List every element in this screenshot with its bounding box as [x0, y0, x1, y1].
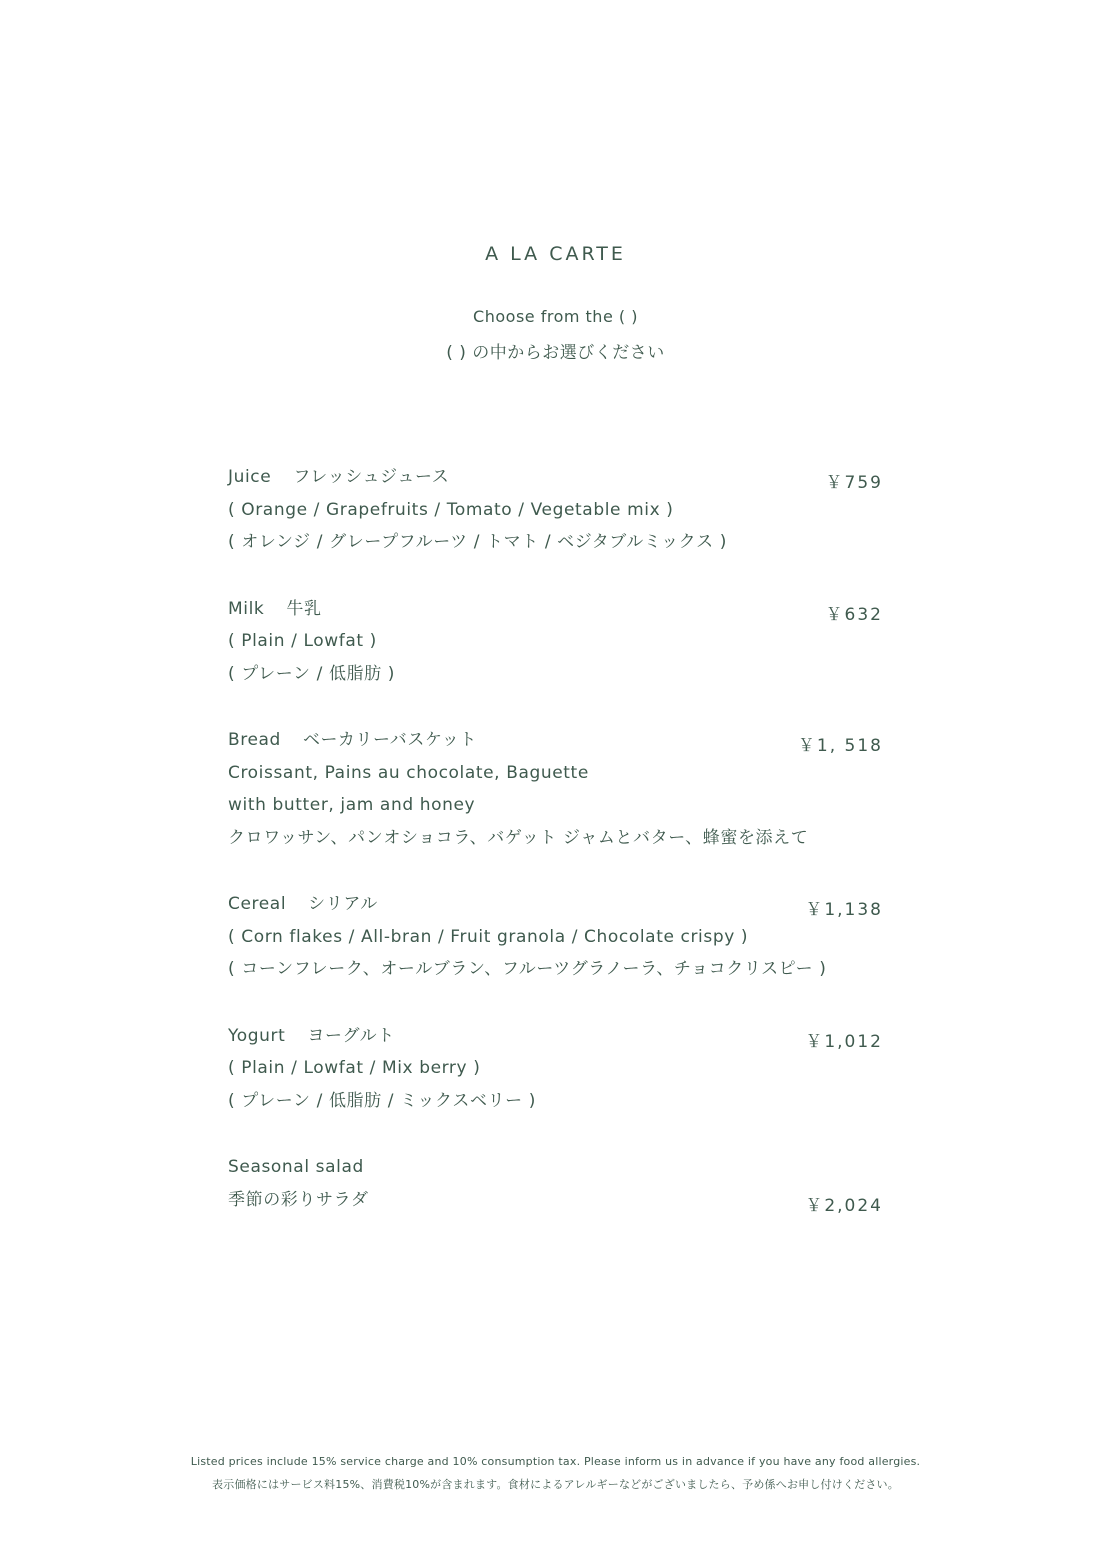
item-detail: ( オレンジ / グレープフルーツ / トマト / ベジタブルミックス )	[228, 532, 727, 552]
item-name-english: Juice	[228, 467, 272, 487]
menu-list	[228, 465, 883, 1254]
item-name-japanese: ベーカリーバスケット	[302, 730, 477, 750]
menu-item-cereal	[228, 892, 883, 990]
item-name-japanese: ヨーグルト	[307, 1025, 395, 1046]
item-name-japanese: シリアル	[308, 894, 378, 914]
item-detail: 季節の彩りサラダ	[228, 1189, 369, 1210]
item-name-line	[228, 465, 883, 498]
item-name-line	[228, 597, 883, 630]
subtitle-english: Choose from the ( )	[473, 307, 638, 326]
item-name-japanese: フレッシュジュース	[293, 467, 450, 487]
menu-title: A LA CARTE	[485, 243, 626, 265]
item-detail: ( Orange / Grapefruits / Tomato / Vegetable mix )	[228, 499, 674, 520]
item-detail: ( プレーン / 低脂肪 )	[228, 663, 395, 684]
menu-item-bread	[228, 728, 883, 858]
item-name-line	[228, 728, 883, 761]
footer-note-japanese: 表示価格にはサービス料15%、消費税10%が含まれます。食材によるアレルギーなどがございましたら、予め係へお申し付けください。	[212, 1478, 899, 1491]
item-detail: ( Corn flakes / All-bran / Fruit granola / Chocolate crispy )	[228, 926, 749, 947]
item-name-english: Seasonal salad	[228, 1157, 364, 1177]
menu-item-yogurt	[228, 1024, 883, 1122]
item-price: ￥1,012	[805, 1031, 883, 1052]
item-detail: ( プレーン / 低脂肪 / ミックスベリー )	[228, 1090, 537, 1111]
item-name-japanese: 牛乳	[286, 598, 322, 619]
item-detail: ( Plain / Lowfat / Mix berry )	[228, 1058, 481, 1078]
item-detail: Croissant, Pains au chocolate, Baguette	[228, 762, 589, 783]
item-name-line	[228, 1155, 883, 1188]
menu-item-milk	[228, 597, 883, 695]
item-name-english: Yogurt	[228, 1025, 286, 1046]
item-name-english: Milk	[228, 598, 265, 619]
item-name-english: Cereal	[228, 894, 287, 914]
item-name-line	[228, 1024, 883, 1057]
subtitle-japanese: ( ) の中からお選びください	[446, 343, 665, 363]
footer-note-english: Listed prices include 15% service charge and 10% consumption tax. Please inform us in advance if you have any food allergies.	[190, 1455, 921, 1468]
item-price: ￥632	[825, 604, 883, 625]
item-price: ￥1,138	[805, 900, 883, 920]
item-price: ￥1, 518	[797, 736, 883, 756]
menu-item-juice	[228, 465, 883, 563]
item-price: ￥759	[825, 473, 883, 493]
item-detail: ( Plain / Lowfat )	[228, 631, 377, 651]
item-price: ￥2,024	[805, 1196, 883, 1216]
item-name-english: Bread	[228, 730, 281, 750]
menu-item-seasonal-salad	[228, 1155, 883, 1220]
item-detail: ( コーンフレーク、オールブラン、フルーツグラノーラ、チョコクリスピー )	[228, 959, 827, 979]
item-name-line	[228, 892, 883, 925]
item-detail: with butter, jam and honey	[228, 795, 476, 815]
item-detail: クロワッサン、パンオショコラ、バゲット ジャムとバター、蜂蜜を添えて	[228, 827, 809, 848]
